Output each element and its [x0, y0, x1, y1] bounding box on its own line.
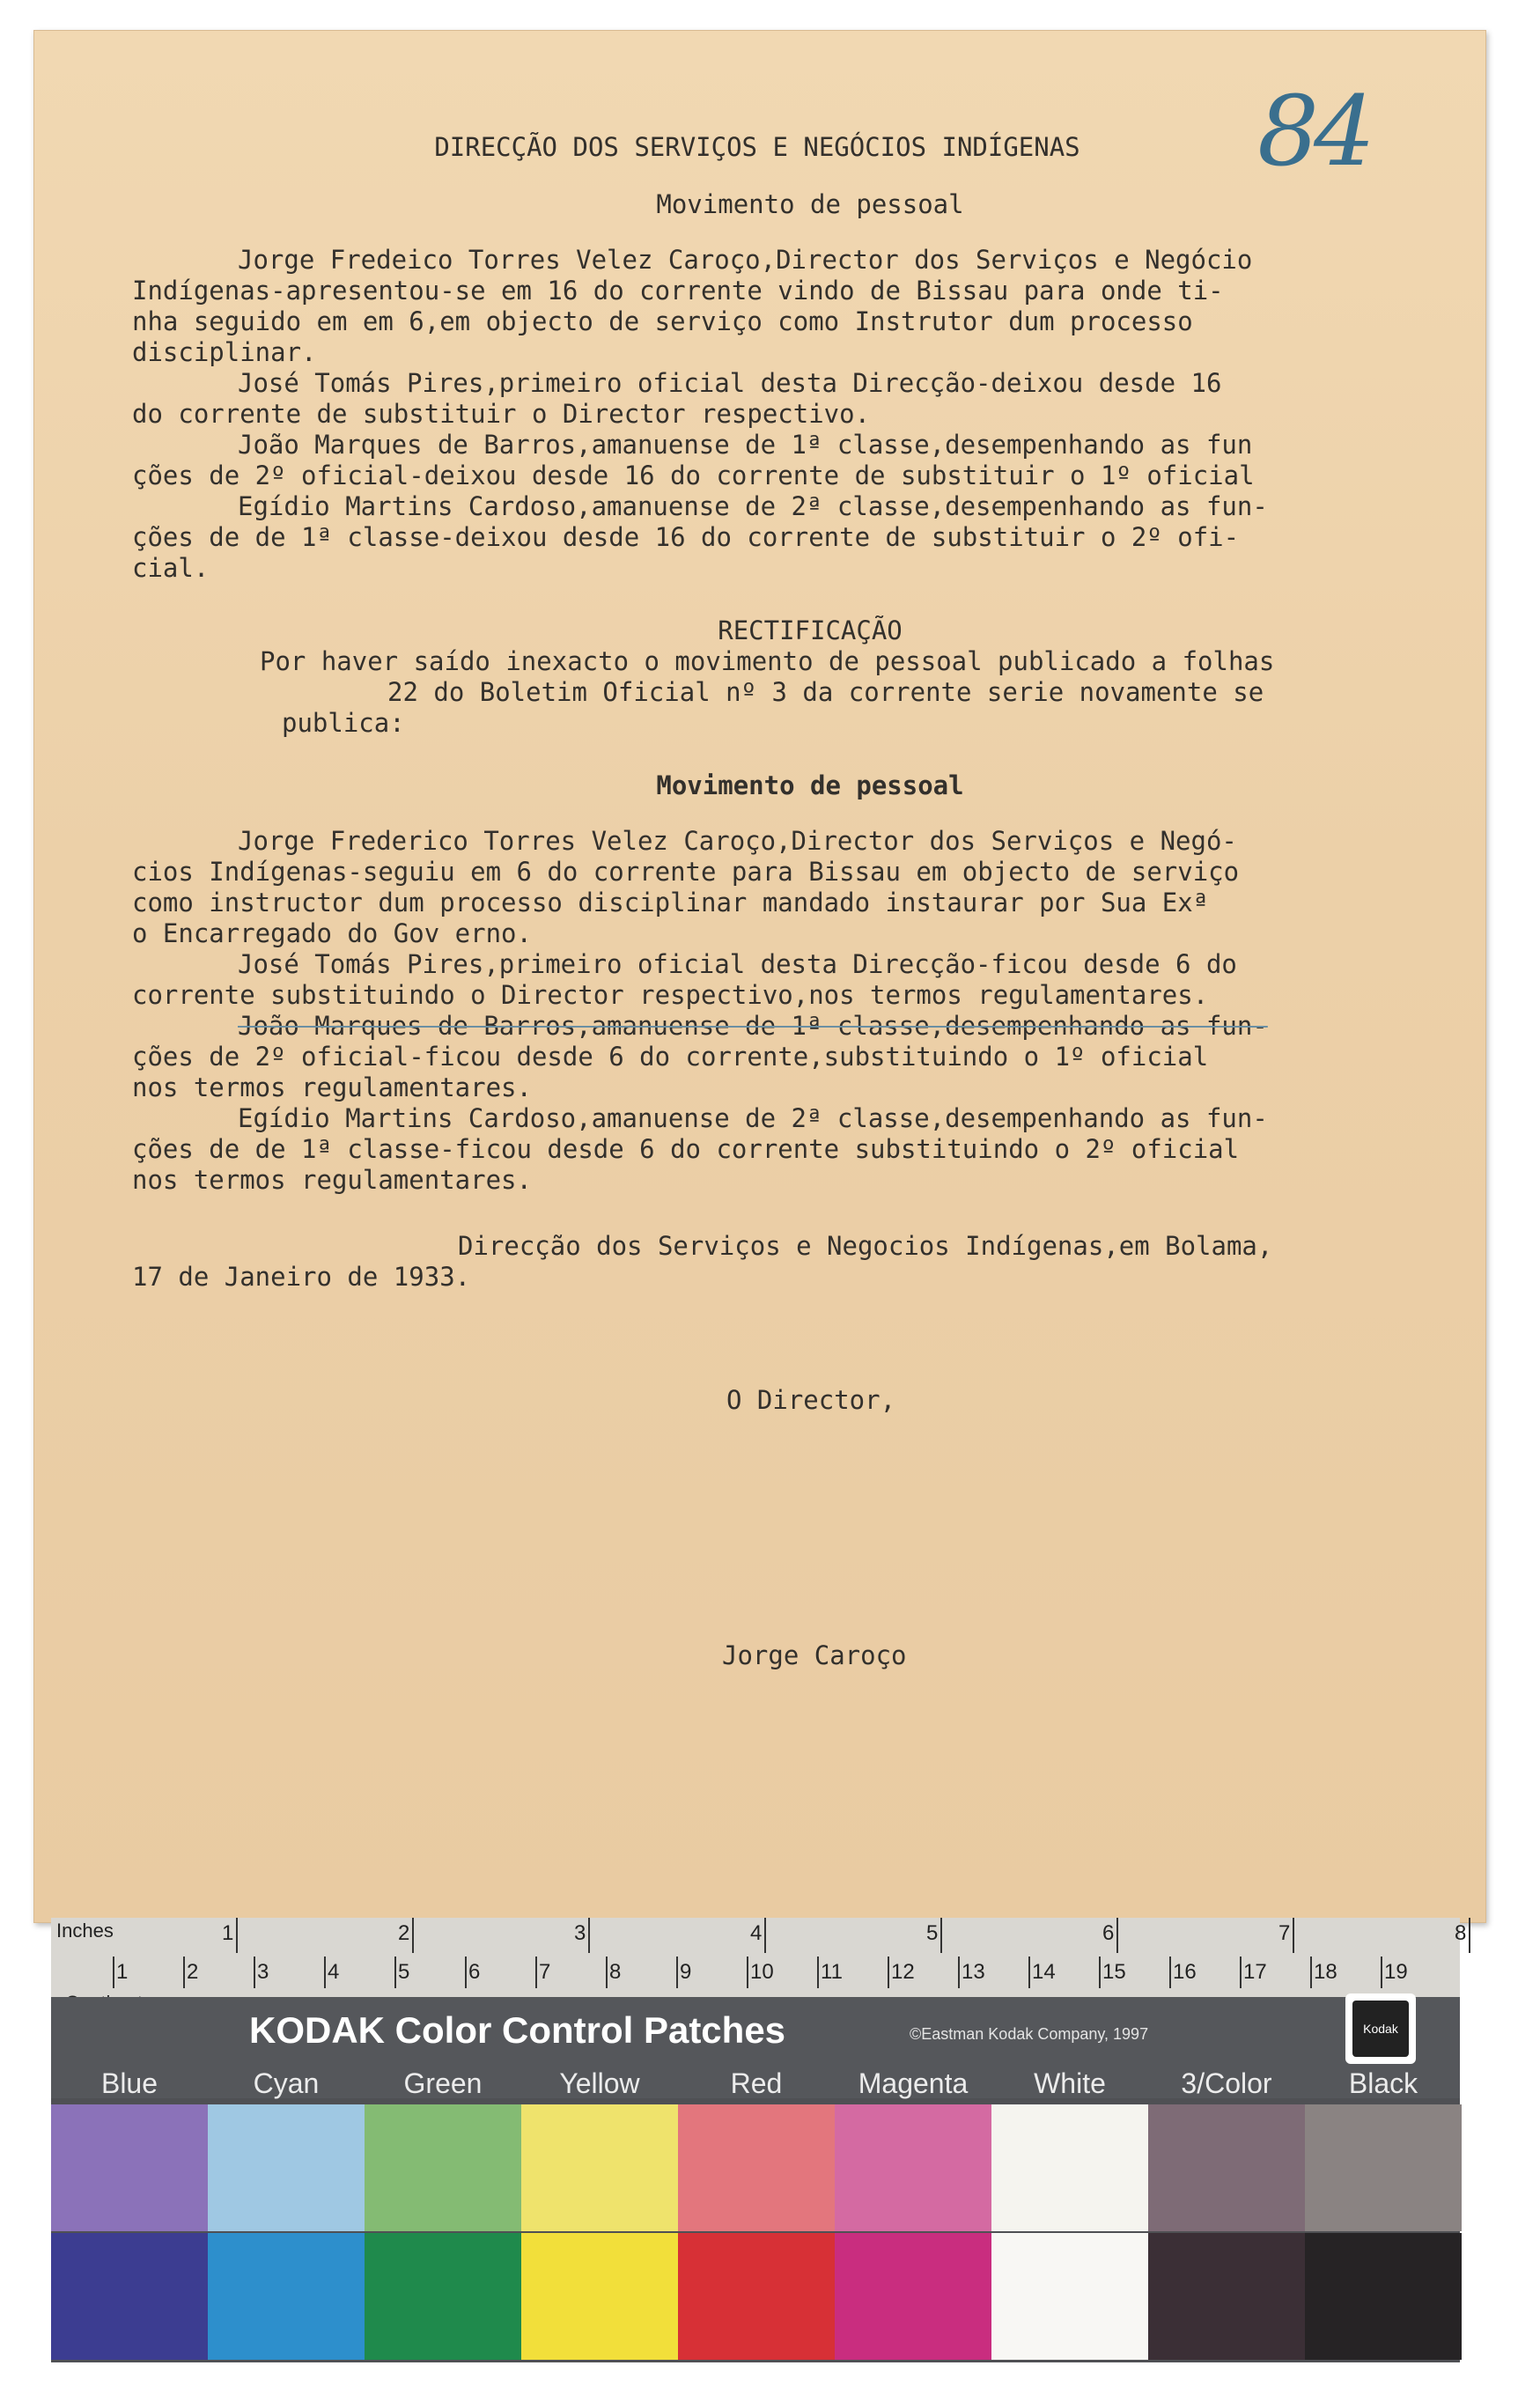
section2-line: Egídio Martins Cardoso,amanuense de 2ª classe,desempenhando as fun-	[238, 1103, 1268, 1133]
patch-label: Black	[1348, 2067, 1418, 2099]
inch-tick	[764, 1918, 766, 1953]
cm-tick-label: 10	[750, 1960, 774, 1984]
cm-tick	[1099, 1957, 1101, 1988]
section1-line: cial.	[132, 553, 210, 583]
color-patch-bottom	[991, 2233, 1148, 2360]
section1-line: João Marques de Barros,amanuense de 1ª classe,desempenhando as fun	[238, 430, 1253, 460]
patch-label: Blue	[100, 2067, 158, 2099]
cm-tick-label: 2	[187, 1960, 199, 1984]
color-patch-top	[678, 2104, 835, 2231]
color-patch-bottom	[1305, 2233, 1462, 2360]
section2-line: o Encarregado do Gov erno.	[132, 918, 532, 948]
inch-tick-label: 2	[398, 1921, 410, 1945]
cm-tick	[958, 1957, 960, 1988]
section2-line: nos termos regulamentares.	[132, 1072, 532, 1102]
inch-tick-label: 6	[1102, 1921, 1115, 1945]
cm-tick	[817, 1957, 819, 1988]
cm-tick-label: 16	[1173, 1960, 1197, 1984]
cm-tick	[1028, 1957, 1030, 1988]
cm-tick	[183, 1957, 185, 1988]
cm-tick-label: 1	[116, 1960, 129, 1984]
color-patch-top	[1148, 2104, 1305, 2231]
rectification-line: 22 do Boletim Oficial nº 3 da corrente serie novamente se	[387, 677, 1264, 707]
patch-label: Green	[403, 2067, 483, 2099]
section1-line: Jorge Fredeico Torres Velez Caroço,Director dos Serviços e Negócio	[238, 245, 1253, 275]
inch-tick-label: 1	[222, 1921, 234, 1945]
patch-label: Yellow	[559, 2067, 640, 2099]
cm-tick	[254, 1957, 255, 1988]
cm-tick	[606, 1957, 608, 1988]
cm-tick-label: 15	[1102, 1960, 1126, 1984]
color-patch-bottom	[1148, 2233, 1305, 2360]
inch-tick	[412, 1918, 414, 1953]
section2-line: José Tomás Pires,primeiro oficial desta Direcção-ficou desde 6 do	[238, 949, 1237, 979]
kodak-logo	[1345, 1993, 1416, 2064]
patch-label: Cyan	[253, 2067, 320, 2099]
inch-tick	[236, 1918, 238, 1953]
section2-body	[132, 826, 1488, 1196]
section2-line: nos termos regulamentares.	[132, 1165, 532, 1195]
cm-tick	[1240, 1957, 1242, 1988]
inch-tick	[588, 1918, 590, 1953]
section2-line: ções de 2º oficial-ficou desde 6 do corrente,substituindo o 1º oficial	[132, 1042, 1209, 1072]
patch-label: Magenta	[858, 2067, 969, 2099]
signature: Jorge Caroço	[722, 1640, 907, 1670]
cm-tick	[1381, 1957, 1382, 1988]
rectification-title: RECTIFICAÇÃO	[718, 615, 903, 645]
cm-tick-label: 11	[821, 1960, 843, 1984]
cm-tick	[1169, 1957, 1171, 1988]
color-patch-top	[208, 2104, 365, 2231]
color-patch-top	[521, 2104, 678, 2231]
rectification-body	[132, 646, 1488, 739]
color-patch-bottom	[521, 2233, 678, 2360]
cm-tick	[465, 1957, 467, 1988]
cm-tick-label: 18	[1314, 1960, 1337, 1984]
cm-tick-label: 12	[891, 1960, 915, 1984]
section1-line: ções de 2º oficial-deixou desde 16 do corrente de substituir o 1º oficial	[132, 461, 1255, 490]
cm-tick-label: 6	[468, 1960, 481, 1984]
section1-body	[132, 245, 1488, 584]
cm-tick	[394, 1957, 396, 1988]
section2-line: como instructor dum processo disciplinar mandado instaurar por Sua Exª	[132, 888, 1209, 917]
color-patch-bottom	[678, 2233, 835, 2360]
cm-tick-label: 14	[1032, 1960, 1056, 1984]
cm-tick	[535, 1957, 537, 1988]
cm-tick-label: 9	[680, 1960, 692, 1984]
patch-labels	[51, 2067, 1460, 2103]
color-patch-bottom	[208, 2233, 365, 2360]
color-patch-top	[991, 2104, 1148, 2231]
section2-line: ções de de 1ª classe-ficou desde 6 do corrente substituindo o 2º oficial	[132, 1134, 1240, 1164]
cm-tick-label: 4	[328, 1960, 340, 1984]
section2-title: Movimento de pessoal	[656, 770, 964, 800]
cm-tick-label: 7	[539, 1960, 551, 1984]
section2-line: Jorge Frederico Torres Velez Caroço,Director dos Serviços e Negó-	[238, 826, 1237, 856]
cm-tick	[1310, 1957, 1312, 1988]
patch-label: Red	[730, 2067, 783, 2099]
inch-tick	[940, 1918, 942, 1953]
patch-label: 3/Color	[1181, 2067, 1272, 2099]
signoff: O Director,	[726, 1385, 896, 1415]
inch-tick-label: 7	[1278, 1921, 1291, 1945]
section1-line: José Tomás Pires,primeiro oficial desta Direcção-deixou desde 16	[238, 368, 1222, 398]
document-body	[132, 132, 1488, 1671]
color-patch-top	[365, 2104, 521, 2231]
rectification-line: Por haver saído inexacto o movimento de pessoal publicado a folhas	[260, 646, 1275, 676]
section1-line: Egídio Martins Cardoso,amanuense de 2ª classe,desempenhando as fun-	[238, 491, 1268, 521]
cm-tick	[324, 1957, 326, 1988]
cm-tick-label: 8	[609, 1960, 622, 1984]
section1-line: do corrente de substituir o Director respectivo.	[132, 399, 871, 429]
cm-tick	[113, 1957, 114, 1988]
section1-title: Movimento de pessoal	[656, 189, 964, 219]
inch-tick-label: 5	[926, 1921, 939, 1945]
color-patch-top	[835, 2104, 991, 2231]
cm-tick-label: 5	[398, 1960, 410, 1984]
section2-line: João Marques de Barros,amanuense de 1ª classe,desempenhando as fun-	[238, 1011, 1268, 1041]
kodak-title: KODAK Color Control Patches	[249, 2009, 786, 2051]
section2-line: cios Indígenas-seguiu em 6 do corrente para Bissau em objecto de serviço	[132, 857, 1240, 887]
cm-tick-label: 13	[962, 1960, 985, 1984]
patch-label: White	[1034, 2067, 1106, 2099]
color-patch-top	[1305, 2104, 1462, 2231]
handwritten-page-number: 84	[1257, 75, 1370, 188]
section1-line: Indígenas-apresentou-se em 16 do corrente vindo de Bissau para onde ti-	[132, 276, 1224, 306]
inch-tick	[1293, 1918, 1294, 1953]
section1-line: nha seguido em em 6,em objecto de serviço como Instrutor dum processo	[132, 306, 1193, 336]
cm-tick-label: 17	[1243, 1960, 1267, 1984]
inch-tick	[1469, 1918, 1470, 1953]
section1-line: disciplinar.	[132, 337, 317, 367]
inch-tick-label: 8	[1455, 1921, 1467, 1945]
inch-tick-label: 4	[750, 1921, 763, 1945]
color-patch-top	[51, 2104, 208, 2231]
inches-label: Inches	[56, 1920, 114, 1942]
color-patch-bottom	[51, 2233, 208, 2360]
cm-tick-label: 3	[257, 1960, 269, 1984]
color-patch-bottom	[835, 2233, 991, 2360]
section1-line: ções de de 1ª classe-deixou desde 16 do corrente de substituir o 2º ofi-	[132, 522, 1240, 552]
color-patch-bottom	[365, 2233, 521, 2360]
cm-tick	[676, 1957, 678, 1988]
closing-place: Direcção dos Serviços e Negocios Indígenas,em Bolama,	[458, 1231, 1273, 1261]
closing-date: 17 de Janeiro de 1933.	[132, 1262, 471, 1292]
inch-tick-label: 3	[574, 1921, 586, 1945]
cm-tick	[888, 1957, 889, 1988]
color-patches	[51, 2104, 1460, 2362]
section2-line: corrente substituindo o Director respectivo,nos termos regulamentares.	[132, 980, 1209, 1010]
kodak-color-strip	[51, 1918, 1467, 2362]
cm-tick	[747, 1957, 748, 1988]
document-header: DIRECÇÃO DOS SERVIÇOS E NEGÓCIOS INDÍGENAS	[434, 132, 1080, 162]
cm-tick-label: 19	[1384, 1960, 1408, 1984]
inch-tick	[1116, 1918, 1118, 1953]
kodak-copyright: ©Eastman Kodak Company, 1997	[910, 2025, 1149, 2043]
kodak-logo-mark: Kodak	[1352, 2001, 1409, 2057]
rectification-line: publica:	[282, 708, 405, 738]
